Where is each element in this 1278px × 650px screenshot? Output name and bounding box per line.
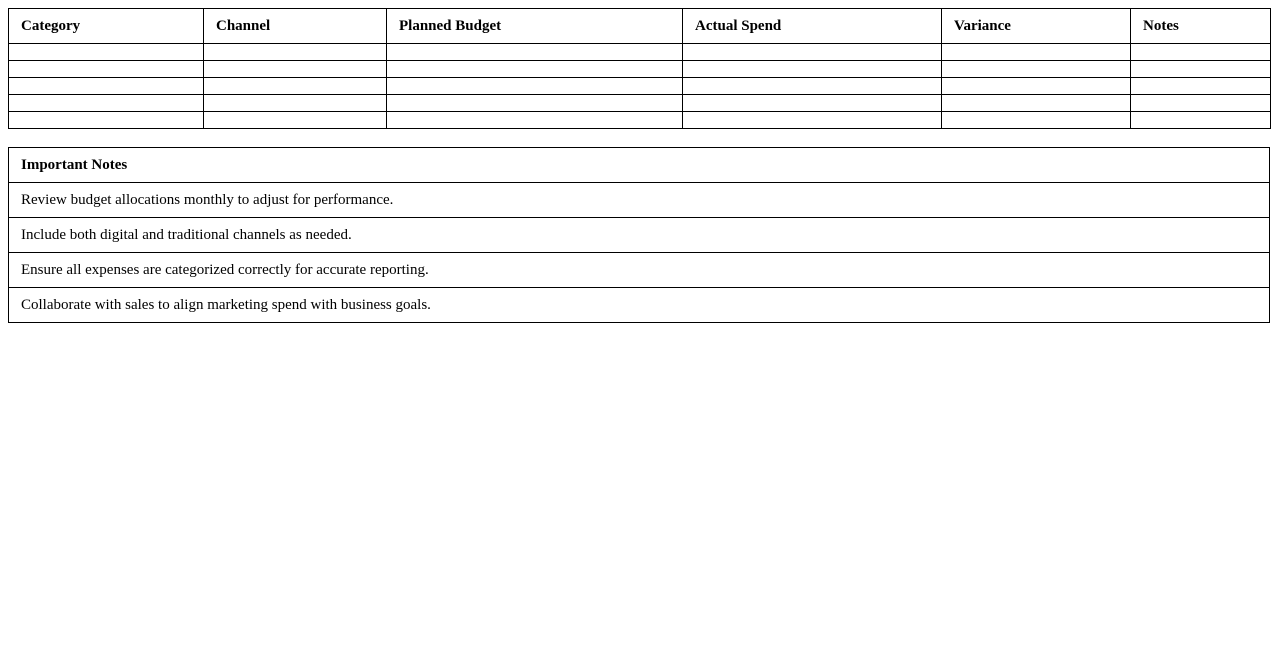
column-header-actual-spend: Actual Spend	[683, 9, 942, 44]
table-cell[interactable]	[942, 112, 1131, 129]
table-cell[interactable]	[683, 78, 942, 95]
important-notes-table	[8, 147, 1270, 323]
table-cell[interactable]	[1131, 44, 1271, 61]
list-item	[9, 288, 1270, 323]
table-cell[interactable]	[1131, 95, 1271, 112]
table-row	[9, 95, 1271, 112]
budget-table	[8, 8, 1271, 129]
column-header-channel: Channel	[204, 9, 387, 44]
table-row	[9, 61, 1271, 78]
table-cell[interactable]	[204, 112, 387, 129]
column-header-notes: Notes	[1131, 9, 1271, 44]
note-text: Ensure all expenses are categorized correctly for accurate reporting.	[9, 253, 1270, 288]
note-text: Include both digital and traditional channels as needed.	[9, 218, 1270, 253]
column-header-planned-budget: Planned Budget	[387, 9, 683, 44]
notes-header-row	[9, 148, 1270, 183]
page	[0, 0, 1278, 323]
table-cell[interactable]	[387, 78, 683, 95]
table-cell[interactable]	[683, 61, 942, 78]
table-row	[9, 44, 1271, 61]
table-cell[interactable]	[942, 78, 1131, 95]
table-cell[interactable]	[1131, 112, 1271, 129]
table-cell[interactable]	[9, 78, 204, 95]
column-header-category: Category	[9, 9, 204, 44]
budget-table-header-row	[9, 9, 1271, 44]
table-cell[interactable]	[204, 78, 387, 95]
table-cell[interactable]	[1131, 61, 1271, 78]
table-cell[interactable]	[683, 44, 942, 61]
table-row	[9, 112, 1271, 129]
table-cell[interactable]	[942, 61, 1131, 78]
table-cell[interactable]	[387, 44, 683, 61]
table-cell[interactable]	[942, 44, 1131, 61]
table-cell[interactable]	[204, 61, 387, 78]
table-cell[interactable]	[9, 112, 204, 129]
notes-title: Important Notes	[9, 148, 1270, 183]
table-cell[interactable]	[683, 112, 942, 129]
table-cell[interactable]	[683, 95, 942, 112]
table-cell[interactable]	[387, 95, 683, 112]
note-text: Review budget allocations monthly to adjust for performance.	[9, 183, 1270, 218]
note-text: Collaborate with sales to align marketing spend with business goals.	[9, 288, 1270, 323]
table-cell[interactable]	[9, 61, 204, 78]
list-item	[9, 253, 1270, 288]
table-cell[interactable]	[204, 95, 387, 112]
table-cell[interactable]	[204, 44, 387, 61]
table-cell[interactable]	[9, 95, 204, 112]
column-header-variance: Variance	[942, 9, 1131, 44]
table-cell[interactable]	[9, 44, 204, 61]
table-cell[interactable]	[387, 112, 683, 129]
table-cell[interactable]	[942, 95, 1131, 112]
table-cell[interactable]	[1131, 78, 1271, 95]
list-item	[9, 183, 1270, 218]
list-item	[9, 218, 1270, 253]
table-row	[9, 78, 1271, 95]
table-cell[interactable]	[387, 61, 683, 78]
